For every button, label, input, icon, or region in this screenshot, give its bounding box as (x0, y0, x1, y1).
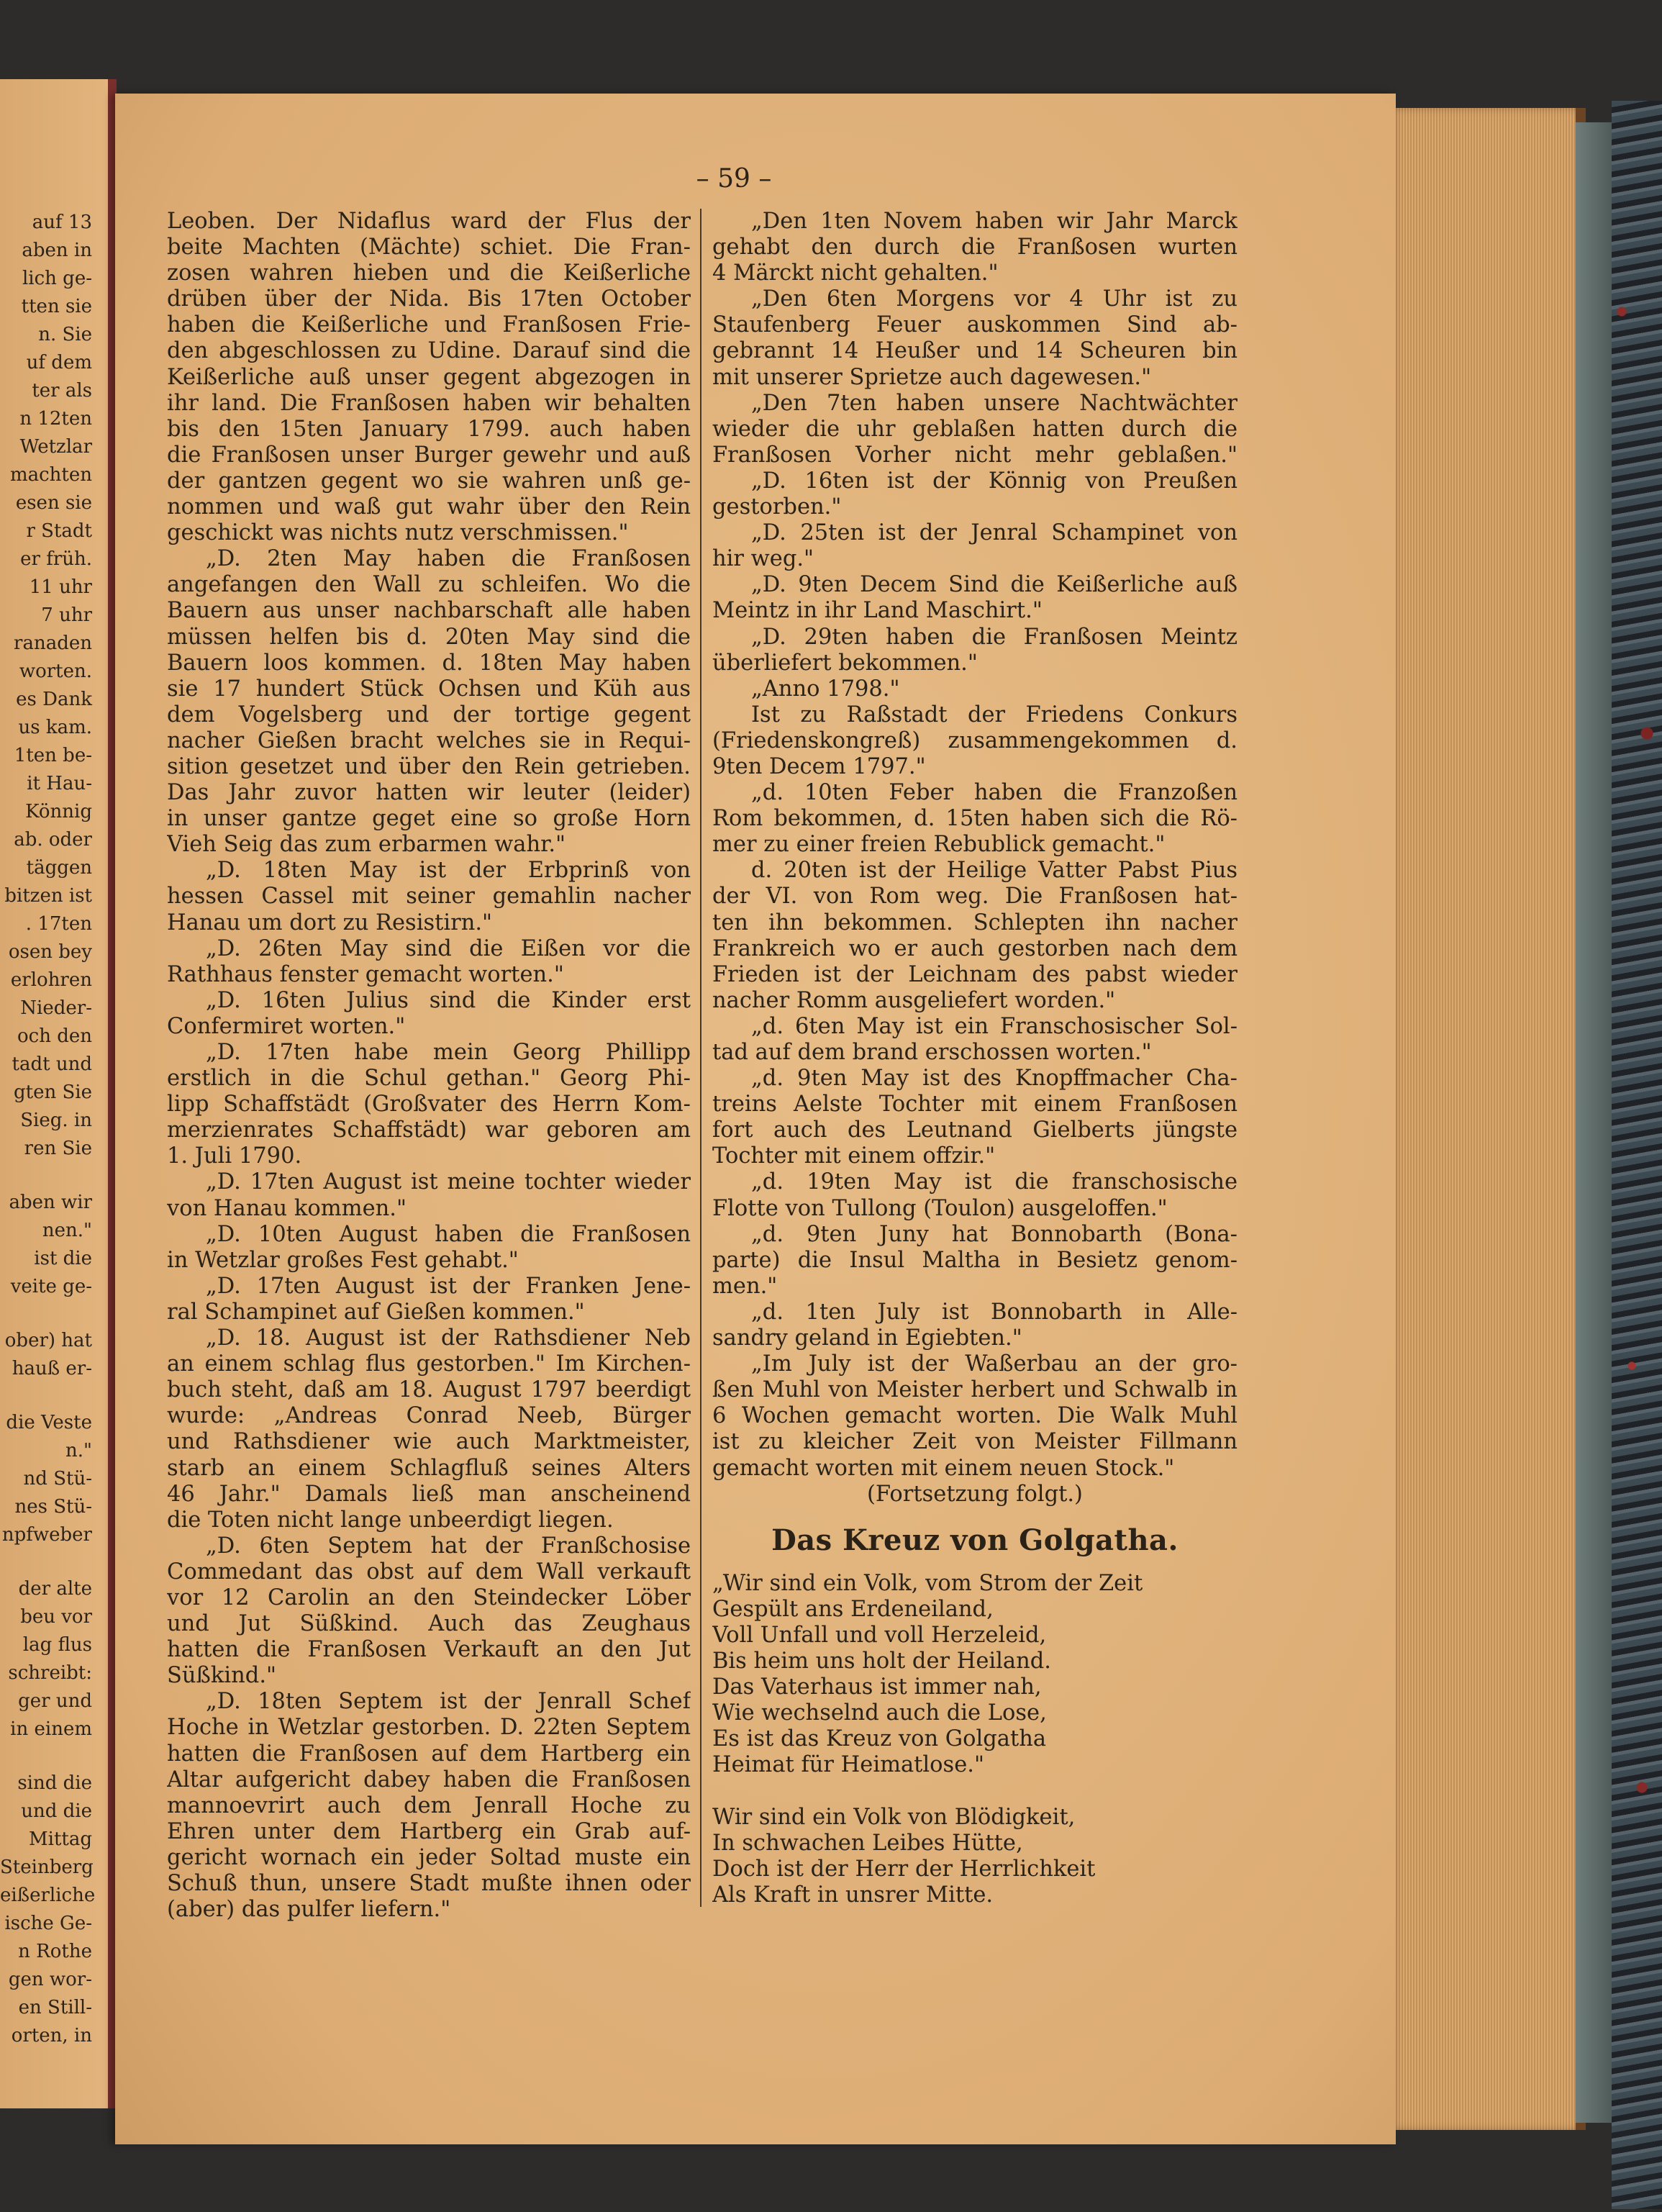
text-line: angefangen den Wall zu schleifen. Wo die (167, 572, 691, 598)
left-page-line: bitzen ist (4, 885, 92, 907)
left-page-line: worten. (19, 661, 92, 682)
left-page-line: orten, in (11, 2025, 92, 2046)
text-line: geschickt was nichts nutz verschmissen." (167, 520, 629, 546)
text-line: mit unserer Sprietze auch dagewesen." (712, 364, 1152, 390)
left-page-line: ist die (34, 1248, 92, 1269)
text-line: Hanau um dort zu Resistirn." (167, 910, 493, 935)
left-page-line: uf dem (26, 352, 92, 373)
text-line: gericht wornach ein jeder Soltad muste ein (167, 1844, 691, 1870)
poem-line: Es ist das Kreuz von Golgatha (712, 1726, 1047, 1752)
poem-line: In schwachen Leibes Hütte, (712, 1830, 1023, 1856)
poem-line: Bis heim uns holt der Heiland. (712, 1649, 1051, 1674)
text-line: Frieden ist der Leichnam des pabst wieder (712, 961, 1238, 987)
text-line: Süßkind." (167, 1663, 277, 1689)
left-page-line: Sieg. in (20, 1110, 92, 1131)
text-line: ral Schampinet auf Gießen kommen." (167, 1299, 585, 1325)
text-line: „D. 2ten May haben die Franßosen (206, 546, 691, 572)
left-page-line: . 17ten (25, 913, 92, 935)
text-line: drüben über der Nida. Bis 17ten October (167, 286, 691, 312)
text-line: (Fortsetzung folgt.) (867, 1481, 1083, 1507)
text-line: die Toten nicht lange unbeerdigt liegen. (167, 1507, 614, 1533)
text-line: 1. Juli 1790. (167, 1143, 302, 1169)
text-line: „d. 9ten May ist des Knopffmacher Cha- (751, 1066, 1238, 1092)
text-line: „d. 1ten July ist Bonnobarth in Alle- (751, 1299, 1238, 1325)
text-line: lipp Schaffstädt (Großvater des Herrn Kom- (167, 1092, 691, 1118)
text-line: (Friedenskongreß) zusammengekommen d. (712, 727, 1238, 753)
chronicle-continuation (712, 209, 1238, 1508)
left-page-fragment (0, 79, 117, 2108)
left-page-line: hauß er- (12, 1358, 92, 1379)
left-page-line: ger und (18, 1690, 92, 1712)
text-line: „D. 18ten May ist der Erbprinß von (206, 858, 691, 884)
left-page-line: n Rothe (18, 1941, 92, 1962)
text-line: Das Jahr zuvor hatten wir leuter (leider) (167, 780, 691, 806)
text-line: von Hanau kommen." (167, 1195, 407, 1221)
text-line: 9ten Decem 1797." (712, 753, 926, 779)
text-line: Franßosen Vorher nicht mehr geblaßen." (712, 442, 1238, 468)
text-line: gemacht worten mit einem neuen Stock." (712, 1455, 1175, 1481)
text-line: hir weg." (712, 546, 814, 572)
line-gap (0, 1163, 108, 1189)
left-page-line: der alte (18, 1578, 92, 1600)
poem-line: „Wir sind ein Volk, vom Strom der Zeit (712, 1570, 1143, 1596)
left-page-line: gen wor- (8, 1969, 92, 1990)
left-page-line: en Still- (18, 1997, 92, 2018)
poem-body (712, 1571, 1238, 1908)
column-divider (700, 209, 701, 1907)
page-edges (1389, 108, 1586, 2130)
text-line: mannoevrirt auch dem Jenrall Hoche zu (167, 1792, 691, 1818)
text-line: 6 Wochen gemacht worten. Die Walk Muhl (712, 1403, 1238, 1429)
text-line: erstlich in die Schul gethan." Georg Phi- (167, 1066, 691, 1092)
text-line: „Den 7ten haben unsere Nachtwächter (751, 390, 1238, 416)
text-line: in unser gantze geget eine so große Horn (167, 806, 691, 832)
text-line: dem Vogelsberg und der tortige gegent (167, 702, 691, 727)
text-line: Staufenberg Feuer auskommen Sind ab- (712, 312, 1238, 338)
text-line: „D. 17ten habe mein Georg Phillipp (206, 1040, 691, 1065)
text-line: Commedant das obst auf dem Wall verkauft (167, 1559, 691, 1585)
text-line: den abgeschlossen zu Udine. Darauf sind die (167, 338, 691, 364)
left-page-line: gten Sie (13, 1082, 92, 1103)
poem-line: Wir sind ein Volk von Blödigkeit, (712, 1804, 1076, 1830)
left-page-line: lag flus (22, 1634, 92, 1656)
text-line: Rathhaus fenster gemacht worten." (167, 961, 564, 987)
left-page-line: aben wir (9, 1192, 92, 1213)
left-page-line: Nieder- (20, 997, 92, 1019)
left-page-line: Mittag (29, 1828, 92, 1850)
marbled-cover (1612, 101, 1662, 2209)
text-line: die Franßosen unser Burger gewehr und auß (167, 442, 691, 468)
poem-line: Heimat für Heimatlose." (712, 1752, 984, 1778)
poem-line: Als Kraft in unsrer Mitte. (712, 1882, 994, 1908)
text-line: an einem schlag flus gestorben." Im Kirchen- (167, 1351, 691, 1377)
text-line: „D. 17ten August ist der Franken Jene- (206, 1273, 691, 1299)
left-page-line: tten sie (21, 296, 92, 317)
text-line: tad auf dem brand erschossen worten." (712, 1040, 1152, 1065)
line-gap (0, 1301, 108, 1327)
left-page-line: auf 13 (32, 212, 92, 233)
left-page-line: täggen (26, 857, 92, 879)
text-line: Vieh Seig das zum erbarmen wahr." (167, 832, 566, 858)
left-page-line: ranaden (14, 633, 92, 654)
text-line: Rom bekommen, d. 15ten haben sich die Rö- (712, 806, 1238, 832)
left-page-line: Steinberg (0, 1857, 94, 1878)
left-page-line: 11 uhr (29, 576, 92, 598)
text-column-left (167, 209, 691, 1923)
text-line: „D. 29ten haben die Franßosen Meintz (751, 624, 1238, 650)
text-line: parte) die Insul Maltha in Besietz genom- (712, 1247, 1238, 1273)
text-line: der gantzen gegent wo sie wahren unß ge- (167, 468, 691, 494)
text-line: Confermiret worten." (167, 1013, 406, 1039)
text-line: „D. 26ten May sind die Eißen vor die (206, 935, 691, 961)
text-line: gestorben." (712, 494, 842, 520)
left-page-line: ober) hat (4, 1330, 92, 1351)
text-line: hessen Cassel mit seiner gemahlin nacher (167, 884, 691, 910)
text-line: men." (712, 1273, 778, 1299)
left-page-line: 7 uhr (41, 604, 92, 626)
text-line: buch steht, daß am 18. August 1797 beerdigt (167, 1377, 691, 1403)
left-page-line: Könnig (25, 801, 92, 822)
text-line: Bauern loos kommen. d. 18ten May haben (167, 650, 691, 676)
text-line: und Rathsdiener wie auch Marktmeister, (167, 1429, 691, 1455)
text-line: d. 20ten ist der Heilige Vatter Pabst Pius (751, 858, 1238, 884)
left-page-line: n." (65, 1440, 92, 1461)
left-page-line: aben in (22, 240, 92, 261)
left-page-line: nd Stü- (23, 1468, 92, 1490)
text-line: „D. 9ten Decem Sind die Keißerliche auß (751, 572, 1238, 598)
left-page-line: schreibt: (8, 1662, 92, 1684)
text-line: Meintz in ihr Land Maschirt." (712, 598, 1043, 624)
left-page-line: n. Sie (38, 324, 92, 345)
left-page-line: beu vor (20, 1606, 92, 1628)
left-page-line: ische Ge- (4, 1913, 92, 1934)
text-line: vor 12 Carolin an den Steindecker Löber (167, 1585, 691, 1610)
text-line: sition gesetzet und über den Rein getrieben. (167, 753, 691, 779)
text-line: Keißerliche auß unser gegent abgezogen in (167, 364, 691, 390)
text-line: nacher Romm ausgeliefert worden." (712, 987, 1116, 1013)
left-page-line: eißerliche (0, 1885, 96, 1906)
text-line: hatten die Franßosen auf dem Hartberg ein (167, 1741, 691, 1767)
poem-line: Wie wechselnd auch die Lose, (712, 1700, 1047, 1726)
text-line: 4 Märckt nicht gehalten." (712, 260, 999, 286)
text-line: Bauern aus unser nachbarschaft alle haben (167, 598, 691, 624)
left-page-line: veite ge- (10, 1276, 92, 1297)
text-line: ist zu kleicher Zeit von Meister Fillmann (712, 1429, 1238, 1455)
text-line: ihr land. Die Franßosen haben wir behalten (167, 390, 691, 416)
left-page-line: lich ge- (22, 268, 92, 289)
text-line: Ehren unter dem Hartberg ein Grab auf- (167, 1818, 691, 1844)
text-line: sandry geland in Egiebten." (712, 1325, 1022, 1351)
poem-line: Voll Unfall und voll Herzeleid, (712, 1622, 1047, 1648)
text-line: treins Aelste Tochter mit einem Franßosen (712, 1092, 1238, 1118)
text-line: Frankreich wo er auch gestorben nach dem (712, 935, 1238, 961)
text-line: ßen Muhl von Meister herbert und Schwalb in (712, 1377, 1238, 1403)
left-page-line: erlohren (10, 969, 92, 991)
text-line: merzienrates Schaffstädt) war geboren am (167, 1118, 691, 1143)
text-line: wieder die uhr geblaßen hatten durch die (712, 416, 1238, 442)
left-page-line: n 12ten (19, 408, 92, 430)
text-line: überliefert bekommen." (712, 650, 978, 676)
text-line: Hoche in Wetzlar gestorben. D. 22ten Septem (167, 1715, 691, 1741)
left-page-line: nen." (42, 1220, 92, 1241)
text-line: „Den 6ten Morgens vor 4 Uhr ist zu (751, 286, 1238, 312)
text-line: in Wetzlar großes Fest gehabt." (167, 1247, 519, 1273)
text-line: fort auch des Leutnand Gielberts jüngste (712, 1118, 1238, 1143)
text-column-right (712, 209, 1238, 1908)
text-line: gehabt den durch die Franßosen wurten (712, 235, 1238, 260)
text-line: „D. 18. August ist der Rathsdiener Neb (206, 1325, 691, 1351)
text-line: 46 Jahr." Damals ließ man anscheinend (167, 1481, 691, 1507)
text-line: Tochter mit einem offzir." (712, 1143, 996, 1169)
text-line: „d. 19ten May ist die franschosische (751, 1169, 1238, 1195)
text-line: beite Machten (Mächte) schiet. Die Fran- (167, 235, 691, 260)
left-page-line: tadt und (12, 1053, 92, 1075)
text-line: „D. 18ten Septem ist der Jenrall Schef (206, 1689, 691, 1715)
text-line: Ist zu Raßstadt der Friedens Conkurs (751, 702, 1238, 727)
text-line: zosen wahren hieben und die Keißerliche (167, 260, 691, 286)
text-line: „D. 16ten Julius sind die Kinder erst (206, 987, 691, 1013)
poem-line: Das Vaterhaus ist immer nah, (712, 1674, 1042, 1700)
left-page-line: ren Sie (24, 1138, 92, 1159)
line-gap (0, 1549, 108, 1575)
left-page-line: osen bey (8, 941, 92, 963)
text-line: haben die Keißerliche und Franßosen Frie- (167, 312, 691, 338)
text-line: sie 17 hundert Stück Ochsen und Küh aus (167, 676, 691, 702)
left-page-line: it Hau- (27, 773, 92, 794)
text-line: müssen helfen bis d. 20ten May sind die (167, 624, 691, 650)
stanza-gap (712, 1779, 1238, 1805)
text-line: mer zu einer freien Rebublick gemacht." (712, 832, 1166, 858)
book-spine (1576, 122, 1612, 2123)
text-line: „D. 10ten August haben die Franßosen (206, 1221, 691, 1247)
text-line: und Jut Süßkind. Auch das Zeughaus (167, 1611, 691, 1637)
text-line: wurde: „Andreas Conrad Neeb, Bürger (167, 1403, 691, 1429)
left-page-line: och den (17, 1025, 92, 1047)
text-line: nacher Gießen bracht welches sie in Requi- (167, 727, 691, 753)
left-page-text (0, 79, 108, 2050)
left-page-line: sind die (17, 1772, 92, 1794)
text-line: ten ihn bekommen. Schlepten ihn nacher (712, 910, 1238, 935)
line-gap (0, 1383, 108, 1409)
text-line: starb an einem Schlagfluß seines Alters (167, 1455, 691, 1481)
text-line: der VI. von Rom weg. Die Franßosen hat- (712, 884, 1238, 910)
poem-title: Das Kreuz von Golgatha. (771, 1523, 1179, 1557)
text-line: „Anno 1798." (751, 676, 900, 702)
left-page-line: die Veste (6, 1412, 92, 1433)
text-line: hatten die Franßosen Verkauft an den Jut (167, 1637, 691, 1663)
left-page-line: es Dank (16, 689, 92, 710)
text-line: „d. 9ten Juny hat Bonnobarth (Bona- (751, 1221, 1238, 1247)
text-line: bis den 15ten January 1799. auch haben (167, 416, 691, 442)
left-page-line: Wetzlar (19, 436, 92, 458)
text-line: (aber) das pulfer liefern." (167, 1897, 451, 1923)
left-page-line: machten (9, 464, 92, 486)
text-line: gebrannt 14 Heußer und 14 Scheuren bin (712, 338, 1238, 364)
text-line: „D. 6ten Septem hat der Franßchosise (206, 1533, 691, 1559)
text-line: Schuß thun, unsere Stadt mußte ihnen oder (167, 1871, 691, 1896)
text-line: „d. 10ten Feber haben die Franzoßen (751, 780, 1238, 806)
left-page-line: 1ten be- (14, 745, 92, 766)
left-page-line: in einem (10, 1718, 92, 1740)
text-line: „D. 25ten ist der Jenral Schampinet von (751, 520, 1238, 546)
text-line: „Im July ist der Waßerbau an der gro- (751, 1351, 1238, 1377)
text-line: „Den 1ten Novem haben wir Jahr Marck (751, 209, 1238, 234)
poem-line: Doch ist der Herr der Herrlichkeit (712, 1856, 1096, 1882)
text-line: „D. 17ten August ist meine tochter wieder (206, 1169, 691, 1195)
text-line: nommen und waß gut wahr über den Rein (167, 494, 691, 520)
text-line: Altar aufgericht dabey haben die Franßosen (167, 1767, 691, 1792)
left-page-line: npfweber (1, 1524, 92, 1546)
text-line: „D. 16ten ist der Könnig von Preußen (751, 468, 1238, 494)
text-line: Flotte von Tullong (Toulon) ausgeloffen." (712, 1195, 1168, 1221)
text-line: Leoben. Der Nidaflus ward der Flus der (167, 209, 691, 234)
poem-line: Gespült ans Erdeneiland, (712, 1596, 994, 1622)
left-page-line: r Stadt (26, 520, 92, 542)
text-line: „d. 6ten May ist ein Franschosischer Sol- (751, 1013, 1238, 1039)
left-page-line: er früh. (20, 548, 92, 570)
left-page-line: esen sie (15, 492, 92, 514)
left-page-line: ter als (32, 380, 92, 402)
line-gap (0, 1744, 108, 1769)
left-page-line: und die (21, 1800, 92, 1822)
page-number: – 59 – (696, 164, 772, 194)
left-page-line: ab. oder (14, 829, 92, 851)
left-page-line: nes Stü- (14, 1496, 92, 1518)
left-page-line: us kam. (18, 717, 92, 738)
